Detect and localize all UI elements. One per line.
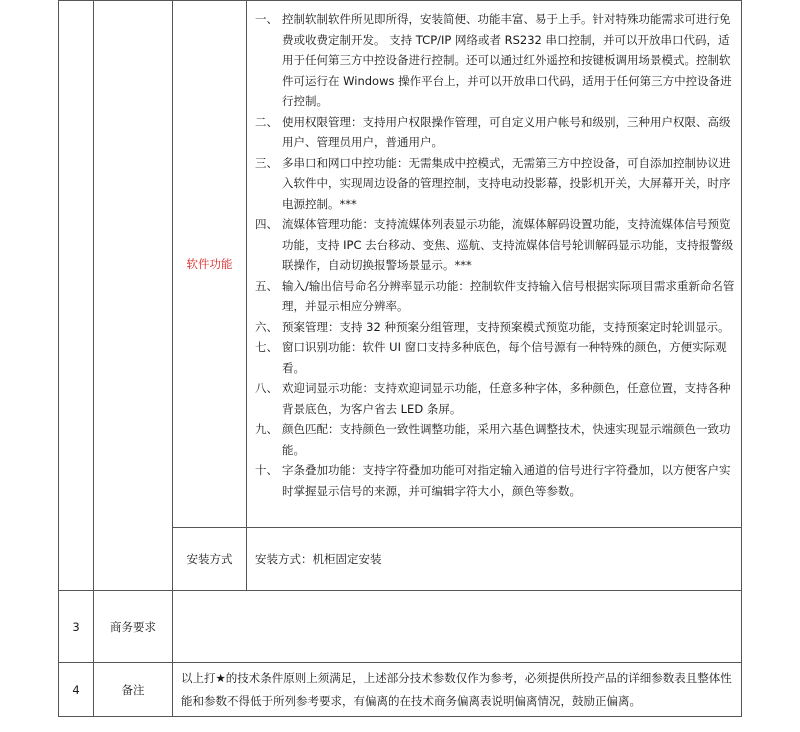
spec-table [58, 0, 742, 717]
row-number-cell [59, 1, 94, 591]
feature-item: 五、 输入/输出信号命名分辨率显示功能：控制软件支持输入信号根据实际项目需求重新命名管理，并显示相应分辨率。 [255, 278, 735, 313]
remark-label: 备注 [94, 663, 173, 717]
business-label: 商务要求 [94, 591, 173, 663]
remark-row [59, 663, 742, 717]
feature-item: 八、 欢迎词显示功能：支持欢迎词显示功能，任意多种字体，多种颜色，任意位置，支持各种背景底色，为客户省去 LED 条屏。 [255, 381, 731, 416]
feature-list [247, 1, 742, 528]
feature-item: 十、 字条叠加功能：支持字符叠加功能可对指定输入通道的信号进行字符叠加，以方便客户实时掌握显示信号的来源，并可编辑字符大小，颜色等参数。 [255, 463, 731, 498]
software-row [59, 1, 742, 528]
feature-item: 六、 预案管理：支持 32 种预案分组管理，支持预案模式预览功能，支持预案定时轮训显示。 [255, 319, 730, 334]
feature-item: 二、 使用权限管理：支持用户权限操作管理，可自定义用户帐号和级别，三种用户权限、高级用户、管理员用户，普通用户。 [255, 114, 731, 149]
remark-number: 4 [59, 663, 94, 717]
feature-item: 三、 多串口和网口中控功能：无需集成中控模式，无需第三方中控设备，可自添加控制协议进入软件中，实现周边设备的管理控制，支持电动投影幕，投影机开关，大屏幕开关，时序电源控制。*** [255, 155, 731, 211]
business-row [59, 591, 742, 663]
feature-item: 七、 窗口识别功能：软件 UI 窗口支持多种底色，每个信号源有一种特殊的颜色，方便实际观看。 [255, 340, 727, 375]
business-number: 3 [59, 591, 94, 663]
install-value: 安装方式：机柜固定安装 [247, 528, 742, 591]
item-name-cell [94, 1, 173, 591]
feature-item: 四、 流媒体管理功能：支持流媒体列表显示功能，流媒体解码设置功能，支持流媒体信号预览功能，支持 IPC 去台移动、变焦、巡航、支持流媒体信号轮训解码显示功能，支持报警级联操作，自动切换报警场景显示。*** [255, 217, 734, 272]
remark-value: 以上打★的技术条件原则上须满足，上述部分技术参数仅作为参考，必须提供所投产品的详细参数表且整体性能和参数不得低于所列参考要求，有偏离的在技术商务偏离表说明偏离情况，鼓励正偏离。 [173, 663, 742, 717]
feature-item: 九、 颜色匹配：支持颜色一致性调整功能，采用六基色调整技术，快速实现显示端颜色一致功能。 [255, 422, 731, 457]
software-function-label: 软件功能 [173, 1, 247, 528]
feature-item: 一、 控制软制软件所见即所得，安装简便、功能丰富、易于上手。针对特殊功能需求可进行免费或收费定制开发。 支持 TCP/IP 网络或者 RS232 串口控制，并可以开放串口代码，适用于任何第三方中控设备进行控制。还可以通过红外遥控和按键板调用场景模式。控制软件可运行在 Windows 操作平台上，并可以开放串口代码，适用于任何第三方中控设备进行控制。 [255, 12, 732, 108]
business-value [173, 591, 742, 663]
install-label: 安装方式 [173, 528, 247, 591]
